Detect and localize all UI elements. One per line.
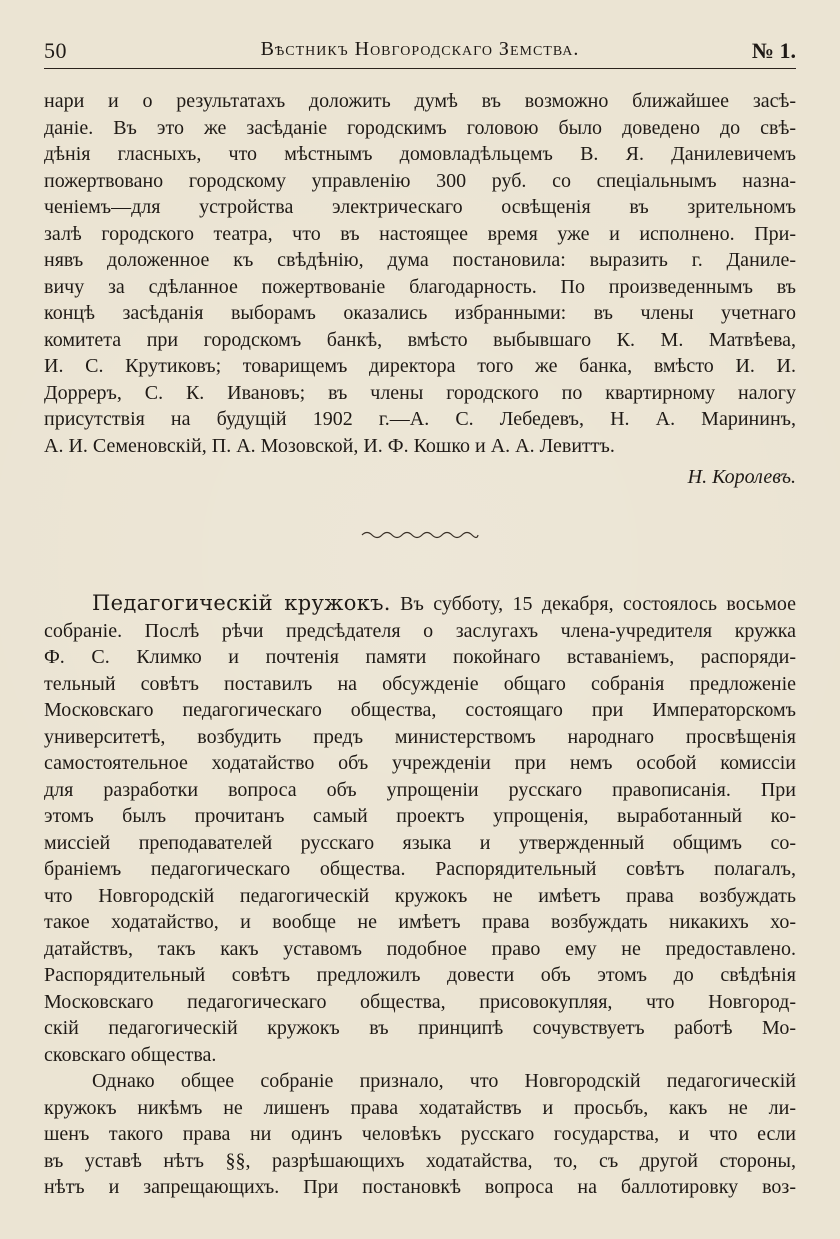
text-line: присутствія на будущій 1902 г.—А. С. Лебедевъ, Н. А. Марининъ,: [44, 408, 796, 430]
text-line: сковскаго общества.: [44, 1043, 217, 1066]
text-line: Московскаго педагогическаго общества, состоящаго при Императорскомъ: [44, 699, 796, 721]
text-line: что Новгородскій педагогическій кружокъ не имѣетъ права возбуждать: [44, 884, 796, 907]
text-line: кружокъ никѣмъ не лишенъ права ходатайствъ и просьбъ, какъ не ли-: [44, 1096, 796, 1119]
text-line: Однако общее собраніе признало, что Новгородскій педагогическій: [92, 1070, 796, 1092]
text-line: А. И. Семеновскій, П. А. Мозовской, И. Ф. Кошко и А. А. Левиттъ.: [44, 434, 615, 457]
text-line: нявъ доложенное къ свѣдѣнію, дума постановила: выразить г. Даниле-: [44, 249, 796, 271]
text-line: шенъ такого права ни одинъ человѣкъ русскаго государства, и что если: [44, 1123, 796, 1145]
page-header: [44, 38, 796, 66]
text-line: въ уставѣ нѣтъ §§, разрѣшающихъ ходатайства, то, съ другой стороны,: [44, 1149, 796, 1172]
text-line: концѣ засѣданія выборамъ оказались избранными: въ члены учетнаго: [44, 302, 796, 324]
text-line: ченіемъ—для устройства электрическаго освѣщенія въ зрительномъ: [44, 196, 796, 218]
section-divider: [360, 528, 480, 542]
section2-text: [44, 590, 796, 1201]
text-line-lead: [44, 590, 796, 618]
page-number: 50: [44, 38, 67, 63]
text-line: скій педагогическій кружокъ въ принципѣ сочувствуетъ работѣ Мо-: [44, 1017, 796, 1039]
text-line: нари и о результатахъ доложить думѣ въ возможно ближайшее засѣ-: [44, 90, 796, 112]
text-line: Московскаго педагогическаго общества, присовокупляя, что Новгород-: [44, 990, 796, 1013]
text-line: Доррeръ, С. К. Ивановъ; въ члены городского по квартирному налогу: [44, 381, 796, 404]
text-line: такое ходатайство, и вообще не имѣетъ права возбуждать никакихъ хо-: [44, 911, 796, 933]
text-line: дѣнія гласныхъ, что мѣстнымъ домовладѣльцемъ В. Я. Данилевичемъ: [44, 143, 796, 165]
text-line: И. С. Крутиковъ; товарищемъ директора того же банка, вмѣсто И. И.: [44, 355, 796, 377]
text-line: Ф. С. Климко и почтенія памяти покойнаго вставаніемъ, распоряди-: [44, 646, 796, 668]
text-line: пожертвовано городскому управленію 300 руб. со спеціальнымъ назна-: [44, 169, 796, 192]
section1-text: [44, 88, 796, 459]
text-line: университетѣ, возбудить предъ министерствомъ народнаго просвѣщенія: [44, 725, 796, 748]
text-line: самостоятельное ходатайство объ учрежденіи при немъ особой комиссіи: [44, 752, 796, 774]
text-line: датайствъ, такъ какъ уставомъ подобное право ему не предоставлено.: [44, 937, 796, 960]
text-line: браніемъ педагогическаго общества. Распорядительный совѣтъ полагалъ,: [44, 858, 796, 880]
text-line: Распорядительный совѣтъ предложилъ довести объ этомъ до свѣдѣнія: [44, 964, 796, 986]
text-line: комитета при городскомъ банкѣ, вмѣсто выбывшаго К. М. Матвѣева,: [44, 328, 796, 351]
text-line: миссіей преподавателей русскаго языка и утвержденный общимъ со-: [44, 831, 796, 854]
section-lead-title: Педагогическій кружокъ.: [92, 591, 391, 615]
issue-number: № 1.: [751, 38, 796, 63]
text-line: для разработки вопроса объ упрощеніи русскаго правописанія. При: [44, 778, 796, 801]
text-line: нѣтъ и запрещающихъ. При постановкѣ вопроса на баллотировку воз-: [44, 1176, 796, 1198]
text-line: этомъ былъ прочитанъ самый проектъ упрощенія, выработанный ко-: [44, 805, 796, 827]
text-line: собраніе. Послѣ рѣчи предсѣдателя о заслугахъ члена-учредителя кружка: [44, 619, 796, 642]
text-line: даніе. Въ это же засѣданіе городскимъ головою было доведено до свѣ-: [44, 116, 796, 139]
author-signature: Н. Королевъ.: [687, 466, 796, 488]
text-line: вичу за сдѣланное пожертвованіе благодарность. По произведеннымъ въ: [44, 275, 796, 298]
header-rule: [44, 68, 796, 69]
text-line: Въ субботу, 15 декабря, состоялось восьмое: [400, 593, 796, 615]
text-line: залѣ городского театра, что въ настоящее время уже и исполнено. При-: [44, 222, 796, 245]
journal-title: Вѣстникъ Новгородскаго Земства.: [260, 38, 580, 60]
text-line: тельный совѣтъ поставилъ на обсужденіе общаго собранія предложеніе: [44, 672, 796, 695]
